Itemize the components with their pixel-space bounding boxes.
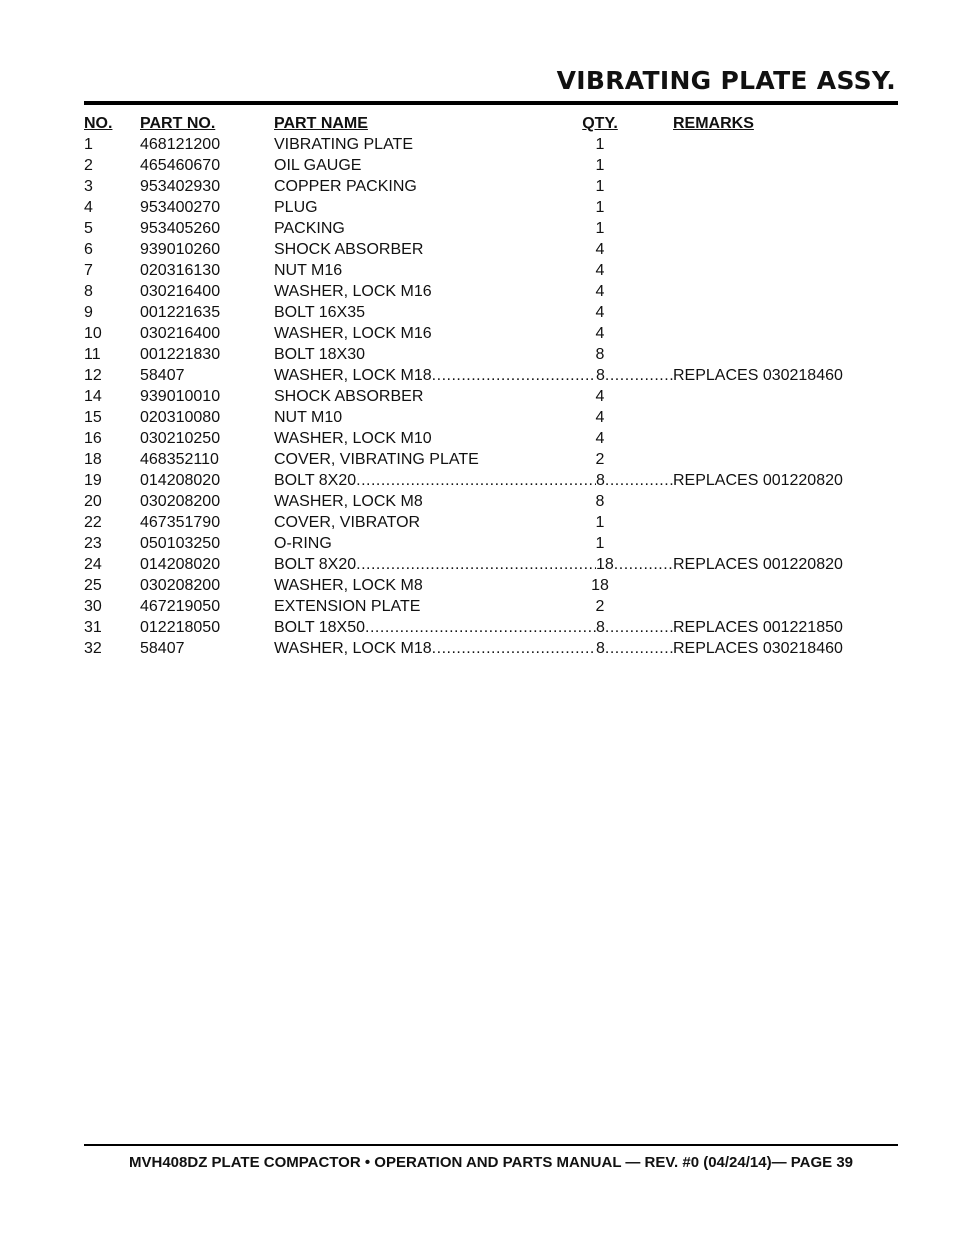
quantity: 1 <box>595 136 605 153</box>
dot-leader <box>365 617 596 638</box>
part-number: 001221635 <box>140 304 221 321</box>
part-number: 050103250 <box>140 535 221 552</box>
row-number: 32 <box>84 640 102 657</box>
row-number: 14 <box>84 388 102 405</box>
part-number: 467219050 <box>140 598 221 615</box>
row-number: 20 <box>84 493 102 510</box>
part-number: 939010010 <box>140 388 221 405</box>
part-number: 467351790 <box>140 514 221 531</box>
dot-leader <box>614 554 673 575</box>
part-number: 58407 <box>140 640 185 657</box>
dotted-leader-line <box>274 470 673 491</box>
part-number: 030208200 <box>140 493 221 510</box>
part-name: COPPER PACKING <box>274 178 417 195</box>
part-number: 030210250 <box>140 430 221 447</box>
table-row <box>84 491 898 512</box>
table-row <box>84 365 898 386</box>
remarks: REPLACES 030218460 <box>673 367 843 384</box>
row-number: 6 <box>84 241 93 258</box>
table-row <box>84 554 898 575</box>
part-name: COVER, VIBRATING PLATE <box>274 451 479 468</box>
row-number: 5 <box>84 220 93 237</box>
header-remarks: REMARKS <box>673 115 754 132</box>
table-row <box>84 323 898 344</box>
part-number: 020316130 <box>140 262 221 279</box>
part-number: 465460670 <box>140 157 221 174</box>
dot-leader <box>605 470 673 491</box>
row-number: 23 <box>84 535 102 552</box>
quantity: 1 <box>595 199 605 216</box>
quantity: 8 <box>596 619 605 636</box>
remarks: REPLACES 001221850 <box>673 619 843 636</box>
table-row <box>84 281 898 302</box>
part-name: BOLT 8X20 <box>274 472 357 489</box>
table-row <box>84 470 898 491</box>
part-name: WASHER, LOCK M8 <box>274 577 423 594</box>
quantity: 18 <box>591 577 609 594</box>
dot-leader <box>356 554 596 575</box>
part-name: WASHER, LOCK M18 <box>274 367 432 384</box>
part-number: 014208020 <box>140 556 221 573</box>
quantity: 4 <box>595 262 605 279</box>
header-part-name: PART NAME <box>274 115 368 132</box>
remarks: REPLACES 001220820 <box>673 472 843 489</box>
table-row <box>84 260 898 281</box>
row-number: 22 <box>84 514 102 531</box>
dot-leader <box>605 638 673 659</box>
part-number: 030216400 <box>140 283 221 300</box>
footer-divider <box>84 1144 898 1146</box>
table-header-row <box>84 113 898 134</box>
part-name: SHOCK ABSORBER <box>274 241 424 258</box>
row-number: 30 <box>84 598 102 615</box>
quantity: 4 <box>595 325 605 342</box>
part-name: WASHER, LOCK M18 <box>274 640 432 657</box>
part-number: 030216400 <box>140 325 221 342</box>
table-row <box>84 197 898 218</box>
table-row <box>84 638 898 659</box>
dot-leader <box>605 617 673 638</box>
part-name: WASHER, LOCK M8 <box>274 493 423 510</box>
dot-leader <box>605 365 673 386</box>
row-number: 18 <box>84 451 102 468</box>
remarks: REPLACES 030218460 <box>673 640 843 657</box>
row-number: 9 <box>84 304 93 321</box>
page-footer: MVH408DZ PLATE COMPACTOR • OPERATION AND PARTS MANUAL — REV. #0 (04/24/14)— PAGE 39 <box>129 1154 853 1171</box>
quantity: 1 <box>595 514 605 531</box>
table-row <box>84 449 898 470</box>
header-qty: QTY. <box>582 115 618 132</box>
quantity: 8 <box>596 640 605 657</box>
row-number: 24 <box>84 556 102 573</box>
part-name: BOLT 18X30 <box>274 346 366 363</box>
part-name: PLUG <box>274 199 318 216</box>
part-name: BOLT 18X50 <box>274 619 366 636</box>
row-number: 16 <box>84 430 102 447</box>
part-number: 953400270 <box>140 199 221 216</box>
quantity: 8 <box>595 493 605 510</box>
table-row <box>84 386 898 407</box>
part-number: 014208020 <box>140 472 221 489</box>
dotted-leader-line <box>274 365 673 386</box>
quantity: 2 <box>595 451 605 468</box>
dot-leader <box>432 365 596 386</box>
quantity: 1 <box>595 220 605 237</box>
part-name: PACKING <box>274 220 345 237</box>
table-row <box>84 512 898 533</box>
part-name: VIBRATING PLATE <box>274 136 413 153</box>
row-number: 19 <box>84 472 102 489</box>
quantity: 4 <box>595 241 605 258</box>
row-number: 4 <box>84 199 93 216</box>
row-number: 2 <box>84 157 93 174</box>
quantity: 4 <box>595 430 605 447</box>
quantity: 1 <box>595 535 605 552</box>
table-row <box>84 428 898 449</box>
quantity: 8 <box>595 346 605 363</box>
row-number: 11 <box>84 346 101 363</box>
part-name: COVER, VIBRATOR <box>274 514 421 531</box>
part-number: 468121200 <box>140 136 221 153</box>
part-number: 030208200 <box>140 577 221 594</box>
part-number: 953402930 <box>140 178 221 195</box>
part-name: NUT M10 <box>274 409 343 426</box>
table-body <box>84 134 898 659</box>
parts-table <box>84 113 898 659</box>
quantity: 4 <box>595 283 605 300</box>
quantity: 8 <box>596 472 605 489</box>
part-name: EXTENSION PLATE <box>274 598 421 615</box>
quantity: 4 <box>595 304 605 321</box>
row-number: 12 <box>84 367 102 384</box>
quantity: 4 <box>595 388 605 405</box>
dotted-leader-line <box>274 638 673 659</box>
table-row <box>84 302 898 323</box>
part-number: 468352110 <box>140 451 219 468</box>
table-row <box>84 134 898 155</box>
part-name: BOLT 8X20 <box>274 556 357 573</box>
table-row <box>84 239 898 260</box>
table-row <box>84 218 898 239</box>
row-number: 8 <box>84 283 93 300</box>
table-row <box>84 596 898 617</box>
part-name: O-RING <box>274 535 332 552</box>
quantity: 4 <box>595 409 605 426</box>
dotted-leader-line <box>274 617 673 638</box>
dot-leader <box>432 638 596 659</box>
row-number: 10 <box>84 325 102 342</box>
table-row <box>84 155 898 176</box>
page-title: VIBRATING PLATE ASSY. <box>556 66 896 95</box>
header-part-no: PART NO. <box>140 115 216 132</box>
part-number: 939010260 <box>140 241 221 258</box>
table-row <box>84 344 898 365</box>
table-row <box>84 533 898 554</box>
part-number: 953405260 <box>140 220 221 237</box>
part-name: OIL GAUGE <box>274 157 362 174</box>
part-number: 001221830 <box>140 346 221 363</box>
dotted-leader-line <box>274 554 673 575</box>
part-name: WASHER, LOCK M10 <box>274 430 432 447</box>
part-name: NUT M16 <box>274 262 343 279</box>
part-name: SHOCK ABSORBER <box>274 388 424 405</box>
quantity: 18 <box>596 556 614 573</box>
remarks: REPLACES 001220820 <box>673 556 843 573</box>
row-number: 1 <box>84 136 93 153</box>
title-divider <box>84 101 898 105</box>
table-row <box>84 575 898 596</box>
row-number: 31 <box>84 619 102 636</box>
header-no: NO. <box>84 115 113 132</box>
part-number: 012218050 <box>140 619 221 636</box>
part-number: 58407 <box>140 367 185 384</box>
part-name: WASHER, LOCK M16 <box>274 283 432 300</box>
row-number: 3 <box>84 178 93 195</box>
part-name: WASHER, LOCK M16 <box>274 325 432 342</box>
row-number: 7 <box>84 262 93 279</box>
part-name: BOLT 16X35 <box>274 304 366 321</box>
part-number: 020310080 <box>140 409 221 426</box>
quantity: 8 <box>596 367 605 384</box>
quantity: 1 <box>595 157 605 174</box>
table-row <box>84 617 898 638</box>
dot-leader <box>356 470 596 491</box>
row-number: 25 <box>84 577 102 594</box>
quantity: 2 <box>595 598 605 615</box>
table-row <box>84 407 898 428</box>
table-row <box>84 176 898 197</box>
quantity: 1 <box>595 178 605 195</box>
row-number: 15 <box>84 409 102 426</box>
